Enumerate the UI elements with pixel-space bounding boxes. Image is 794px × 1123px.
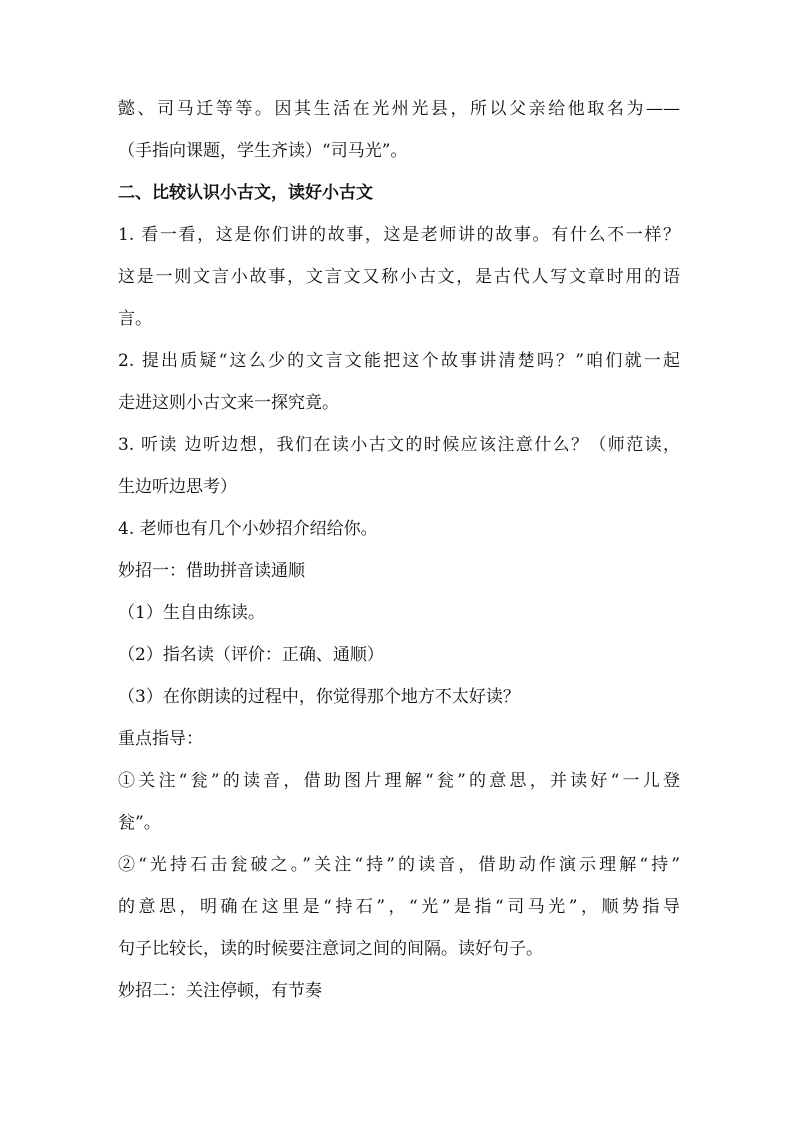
list-item: （3）在你朗读的过程中，你觉得那个地方不太好读？: [118, 687, 520, 707]
paragraph-line: 1. 看一看，这是你们讲的故事，这是老师讲的故事。有什么不一样？: [118, 225, 680, 245]
paragraph-line: 懿、司马迁等等。因其生活在光州光县，所以父亲给他取名为——: [118, 99, 680, 119]
document-body: [118, 99, 680, 1023]
paragraph-line: 瓮”。: [118, 813, 161, 833]
subheading-line: 妙招二：关注停顿，有节奏: [118, 981, 322, 1001]
list-item: （1）生自由练读。: [118, 603, 265, 623]
paragraph-line: 这是一则文言小故事，文言文又称小古文，是古代人写文章时用的语: [118, 267, 680, 287]
paragraph-line: 言。: [118, 309, 152, 329]
paragraph-line: 句子比较长，读的时候要注意词之间的间隔。读好句子。: [118, 939, 543, 959]
paragraph-line: 的意思，明确在这里是“持石”，“光”是指“司马光”，顺势指导: [118, 897, 680, 917]
paragraph-line: 4. 老师也有几个小妙招介绍给你。: [118, 519, 378, 539]
paragraph-line: （手指向课题，学生齐读）“司马光”。: [118, 141, 408, 161]
paragraph-line: 走进这则小古文来一探究竟。: [118, 393, 339, 413]
subheading-line: 重点指导：: [118, 729, 203, 749]
paragraph-line: 生边听边思考）: [118, 477, 237, 497]
paragraph-line: ①关注“瓮”的读音，借助图片理解“瓮”的意思，并读好“一儿登: [118, 771, 680, 791]
paragraph-line: ②“光持石击瓮破之。”关注“持”的读音，借助动作演示理解“持”: [118, 855, 680, 875]
paragraph-line: 2. 提出质疑“这么少的文言文能把这个故事讲清楚吗？”咱们就一起: [118, 351, 680, 371]
subheading-line: 妙招一：借助拼音读通顺: [118, 561, 305, 581]
paragraph-line: 3. 听读 边听边想，我们在读小古文的时候应该注意什么？（师范读，: [118, 435, 680, 455]
list-item: （2）指名读（评价：正确、通顺）: [118, 645, 384, 665]
section-heading: 二、比较认识小古文，读好小古文: [118, 183, 373, 203]
